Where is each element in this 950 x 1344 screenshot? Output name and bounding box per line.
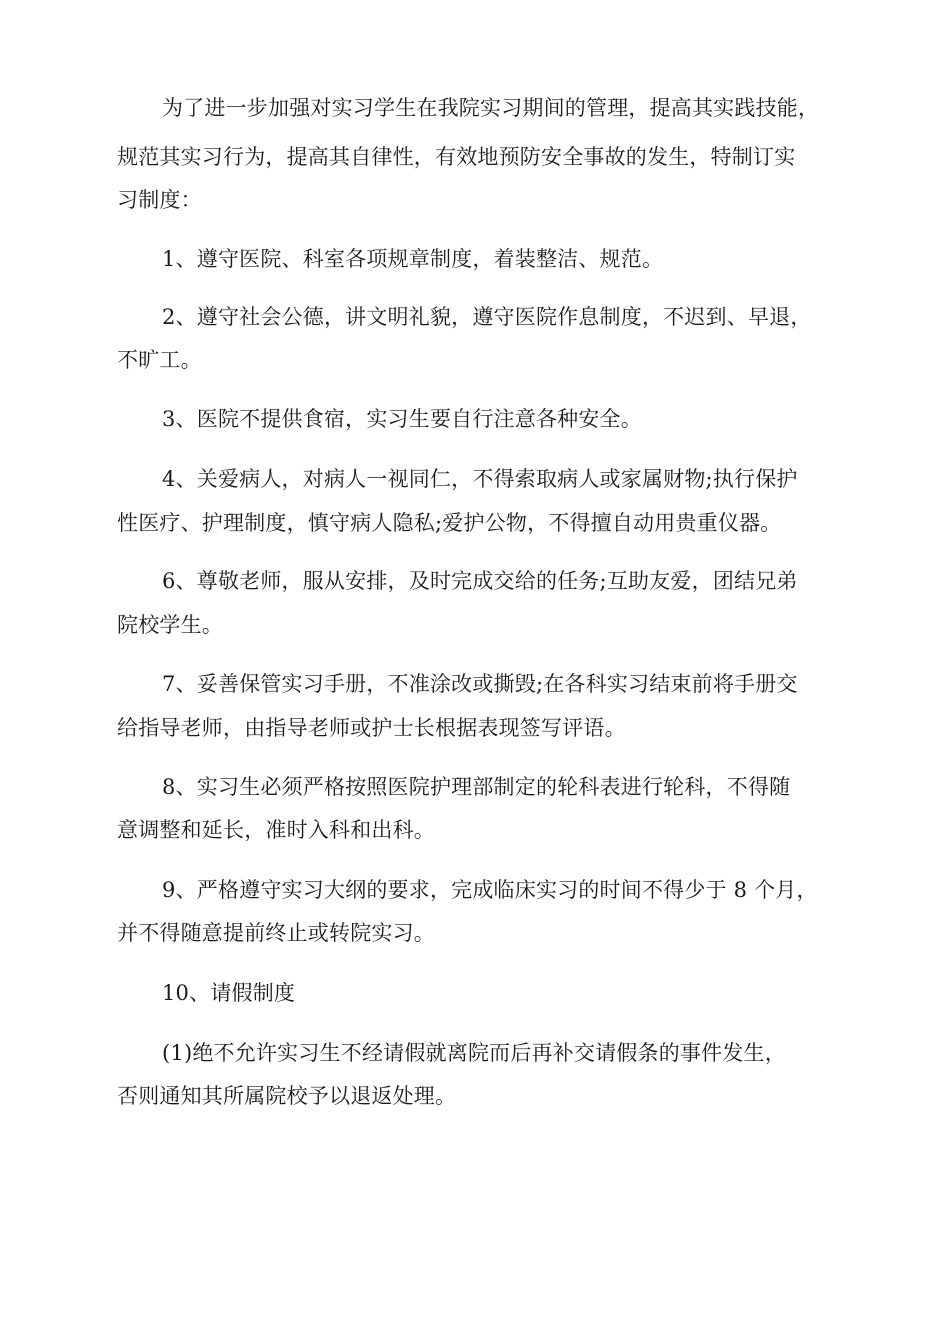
item-8-line-2: 意调整和延长，准时入科和出科。 bbox=[117, 818, 435, 842]
item-2-line-2: 不旷工。 bbox=[117, 348, 202, 372]
item-7-line-1: 7、妥善保管实习手册，不准涂改或撕毁;在各科实习结束前将手册交 bbox=[162, 672, 798, 696]
item-3-line-1: 3、医院不提供食宿，实习生要自行注意各种安全。 bbox=[162, 407, 642, 431]
item-2-line-1: 2、遵守社会公德，讲文明礼貌，遵守医院作息制度，不迟到、早退， bbox=[162, 305, 812, 329]
intro-line-1: 为了进一步加强对实习学生在我院实习期间的管理，提高其实践技能， bbox=[162, 96, 820, 120]
intro-line-3: 习制度： bbox=[117, 188, 202, 212]
intro-line-2: 规范其实习行为，提高其自律性，有效地预防安全事故的发生，特制订实 bbox=[117, 145, 796, 169]
item-10-line-1: 10、请假制度 bbox=[162, 981, 296, 1005]
item-9-line-2: 并不得随意提前终止或转院实习。 bbox=[117, 921, 435, 945]
item-6-line-2: 院校学生。 bbox=[117, 613, 223, 637]
item-4-line-1: 4、关爱病人，对病人一视同仁，不得索取病人或家属财物;执行保护 bbox=[162, 467, 798, 491]
subitem-1-line-2: 否则通知其所属院校予以退返处理。 bbox=[117, 1084, 457, 1108]
item-1-line-1: 1、遵守医院、科室各项规章制度，着装整洁、规范。 bbox=[162, 247, 664, 271]
subitem-1-line-1: (1)绝不允许实习生不经请假就离院而后再补交请假条的事件发生， bbox=[162, 1041, 786, 1065]
item-4-line-2: 性医疗、护理制度，慎守病人隐私;爱护公物，不得擅自动用贵重仪器。 bbox=[117, 511, 782, 535]
item-8-line-1: 8、实习生必须严格按照医院护理部制定的轮科表进行轮科，不得随 bbox=[162, 775, 791, 799]
item-9-line-1: 9、严格遵守实习大纲的要求，完成临床实习的时间不得少于 8 个月， bbox=[162, 878, 818, 902]
item-7-line-2: 给指导老师，由指导老师或护士长根据表现签写评语。 bbox=[117, 716, 626, 740]
item-6-line-1: 6、尊敬老师，服从安排，及时完成交给的任务;互助友爱，团结兄弟 bbox=[162, 569, 798, 593]
